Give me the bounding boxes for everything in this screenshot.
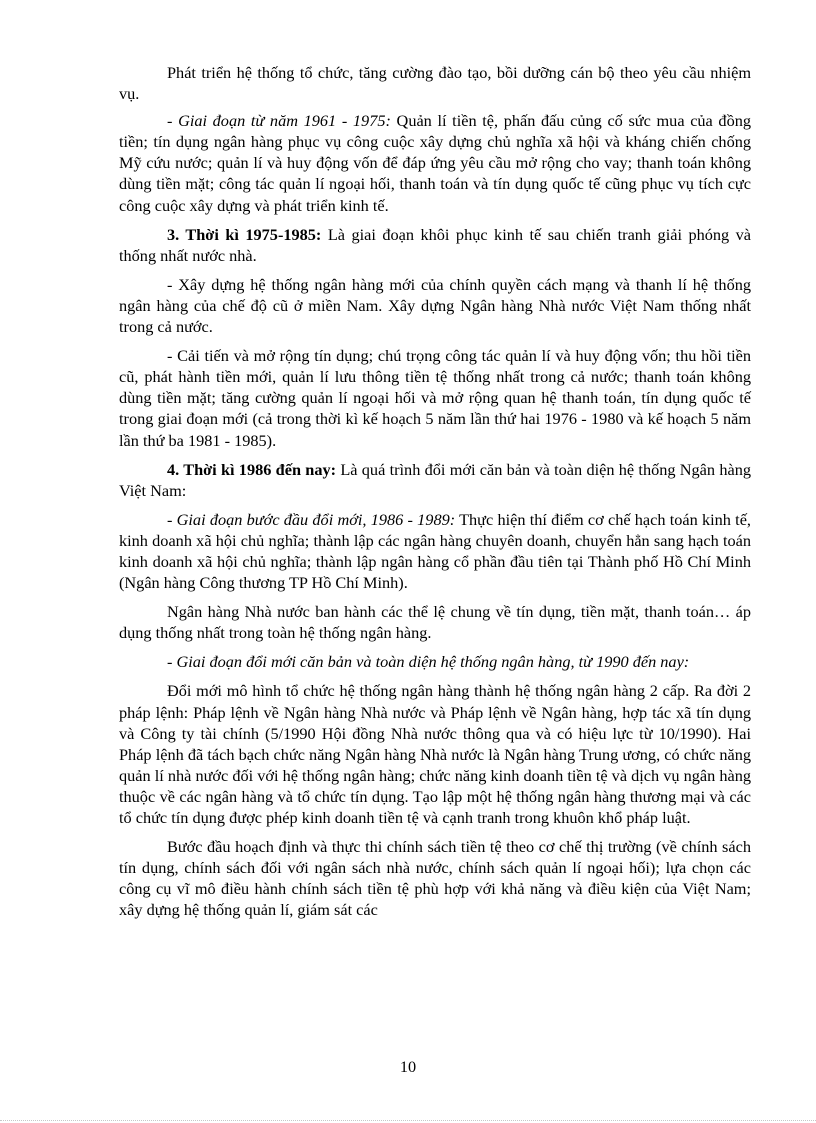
paragraph-5-text: - Cải tiến và mở rộng tín dụng; chú trọng công tác quản lí và huy động vốn; thu hồi tiền cũ, phát hành tiền mới, quản lí lưu thông tiền tệ thống nhất trong cả nước; thanh toán không dùng tiền mặt; tăng cường quản lí ngoại hối và mở rộng quan hệ thanh toán, tín dụng quốc tế trong giai đoạn mới (cả trong thời kì kế hoạch 5 năm lần thứ hai 1976 - 1980 và kế hoạch 5 năm lần thứ ba 1981 - 1985). — [119, 346, 751, 450]
paragraph-2-lead: - Giai đoạn từ năm 1961 - 1975: — [167, 111, 391, 131]
section-4-heading-paragraph — [119, 459, 751, 501]
section-3-heading-paragraph — [119, 224, 751, 266]
paragraph-4-text: - Xây dựng hệ thống ngân hàng mới của chính quyền cách mạng và thanh lí hệ thống ngân hàng của chế độ cũ ở miền Nam. Xây dựng Ngân hàng Nhà nước Việt Nam thống nhất trong cả nước. — [119, 274, 751, 337]
paragraph-2 — [119, 110, 751, 215]
section-3-heading: 3. Thời kì 1975-1985: — [167, 224, 322, 244]
paragraph-8 — [119, 601, 751, 643]
paragraph-1-text: Phát triển hệ thống tổ chức, tăng cường đào tạo, bồi dưỡng cán bộ theo yêu cầu nhiệm vụ. — [119, 63, 751, 104]
paragraph-7-lead: - Giai đoạn bước đầu đổi mới, 1986 - 1989: — [167, 509, 456, 529]
paragraph-1 — [119, 62, 751, 104]
paragraph-11-text: Bước đầu hoạch định và thực thi chính sách tiền tệ theo cơ chế thị trường (về chính sách tín dụng, chính sách đối với ngân sách nhà nước, chính sách quản lí ngoại hối); lựa chọn các công cụ vĩ mô điều hành chính sách tiền tệ phù hợp với khả năng và điều kiện của Việt Nam; xây dựng hệ thống quản lí, giám sát các — [119, 837, 751, 920]
paragraph-10 — [119, 680, 751, 828]
section-4-heading-text: Là quá trình đổi mới căn bản và toàn diện hệ thống Ngân hàng Việt Nam: — [119, 459, 751, 500]
paragraph-7-text: Thực hiện thí điểm cơ chế hạch toán kinh tế, kinh doanh xã hội chủ nghĩa; thành lập các ngân hàng chuyên doanh, chuyển hẳn sang hạch toán kinh doanh xã hội chủ nghĩa; thành lập ngân hàng cổ phần đầu tiên tại Thành phố Hồ Chí Minh (Ngân hàng Công thương TP Hồ Chí Minh). — [119, 509, 751, 593]
section-4-heading: 4. Thời kì 1986 đến nay: — [167, 459, 337, 479]
paragraph-2-text: Quản lí tiền tệ, phấn đấu củng cố sức mua của đồng tiền; tín dụng ngân hàng phục vụ công cuộc xây dựng chủ nghĩa xã hội và kháng chiến chống Mỹ cứu nước; quản lí và huy động vốn để đáp ứng yêu cầu mở rộng cho vay; thanh toán không dùng tiền mặt; công tác quản lí ngoại hối, thanh toán và tín dụng quốc tế cũng phục vụ tích cực công cuộc xây dựng và phát triển kinh tế. — [119, 111, 751, 215]
paragraph-10-text: Đổi mới mô hình tổ chức hệ thống ngân hàng thành hệ thống ngân hàng 2 cấp. Ra đời 2 pháp lệnh: Pháp lệnh về Ngân hàng Nhà nước và Pháp lệnh về Ngân hàng, hợp tác xã tín dụng và Công ty tài chính (5/1990 Hội đồng Nhà nước thông qua và có hiệu lực từ 10/1990). Hai Pháp lệnh đã tách bạch chức năng Ngân hàng Nhà nước là Ngân hàng Trung ương, có chức năng quản lí nhà nước đối với hệ thống ngân hàng; chức năng kinh doanh tiền tệ và dịch vụ ngân hàng thuộc về các ngân hàng và tổ chức tín dụng. Tạo lập một hệ thống ngân hàng thương mại và các tổ chức tín dụng được phép kinh doanh tiền tệ và cạnh tranh trong khuôn khổ pháp luật. — [119, 681, 751, 827]
paragraph-9 — [119, 651, 751, 672]
page-bottom-divider — [0, 1120, 816, 1121]
page-number: 10 — [399, 1057, 417, 1076]
document-page — [119, 62, 751, 928]
section-3-heading-text: Là giai đoạn khôi phục kinh tế sau chiến tranh giải phóng và thống nhất nước nhà. — [119, 224, 751, 265]
paragraph-9-lead: - Giai đoạn đổi mới căn bản và toàn diện hệ thống ngân hàng, từ 1990 đến nay: — [167, 652, 690, 672]
paragraph-8-text: Ngân hàng Nhà nước ban hành các thể lệ chung về tín dụng, tiền mặt, thanh toán… áp dụng thống nhất trong toàn hệ thống ngân hàng. — [119, 602, 751, 643]
paragraph-4 — [119, 274, 751, 337]
paragraph-5 — [119, 345, 751, 450]
paragraph-7 — [119, 509, 751, 593]
paragraph-11 — [119, 836, 751, 920]
